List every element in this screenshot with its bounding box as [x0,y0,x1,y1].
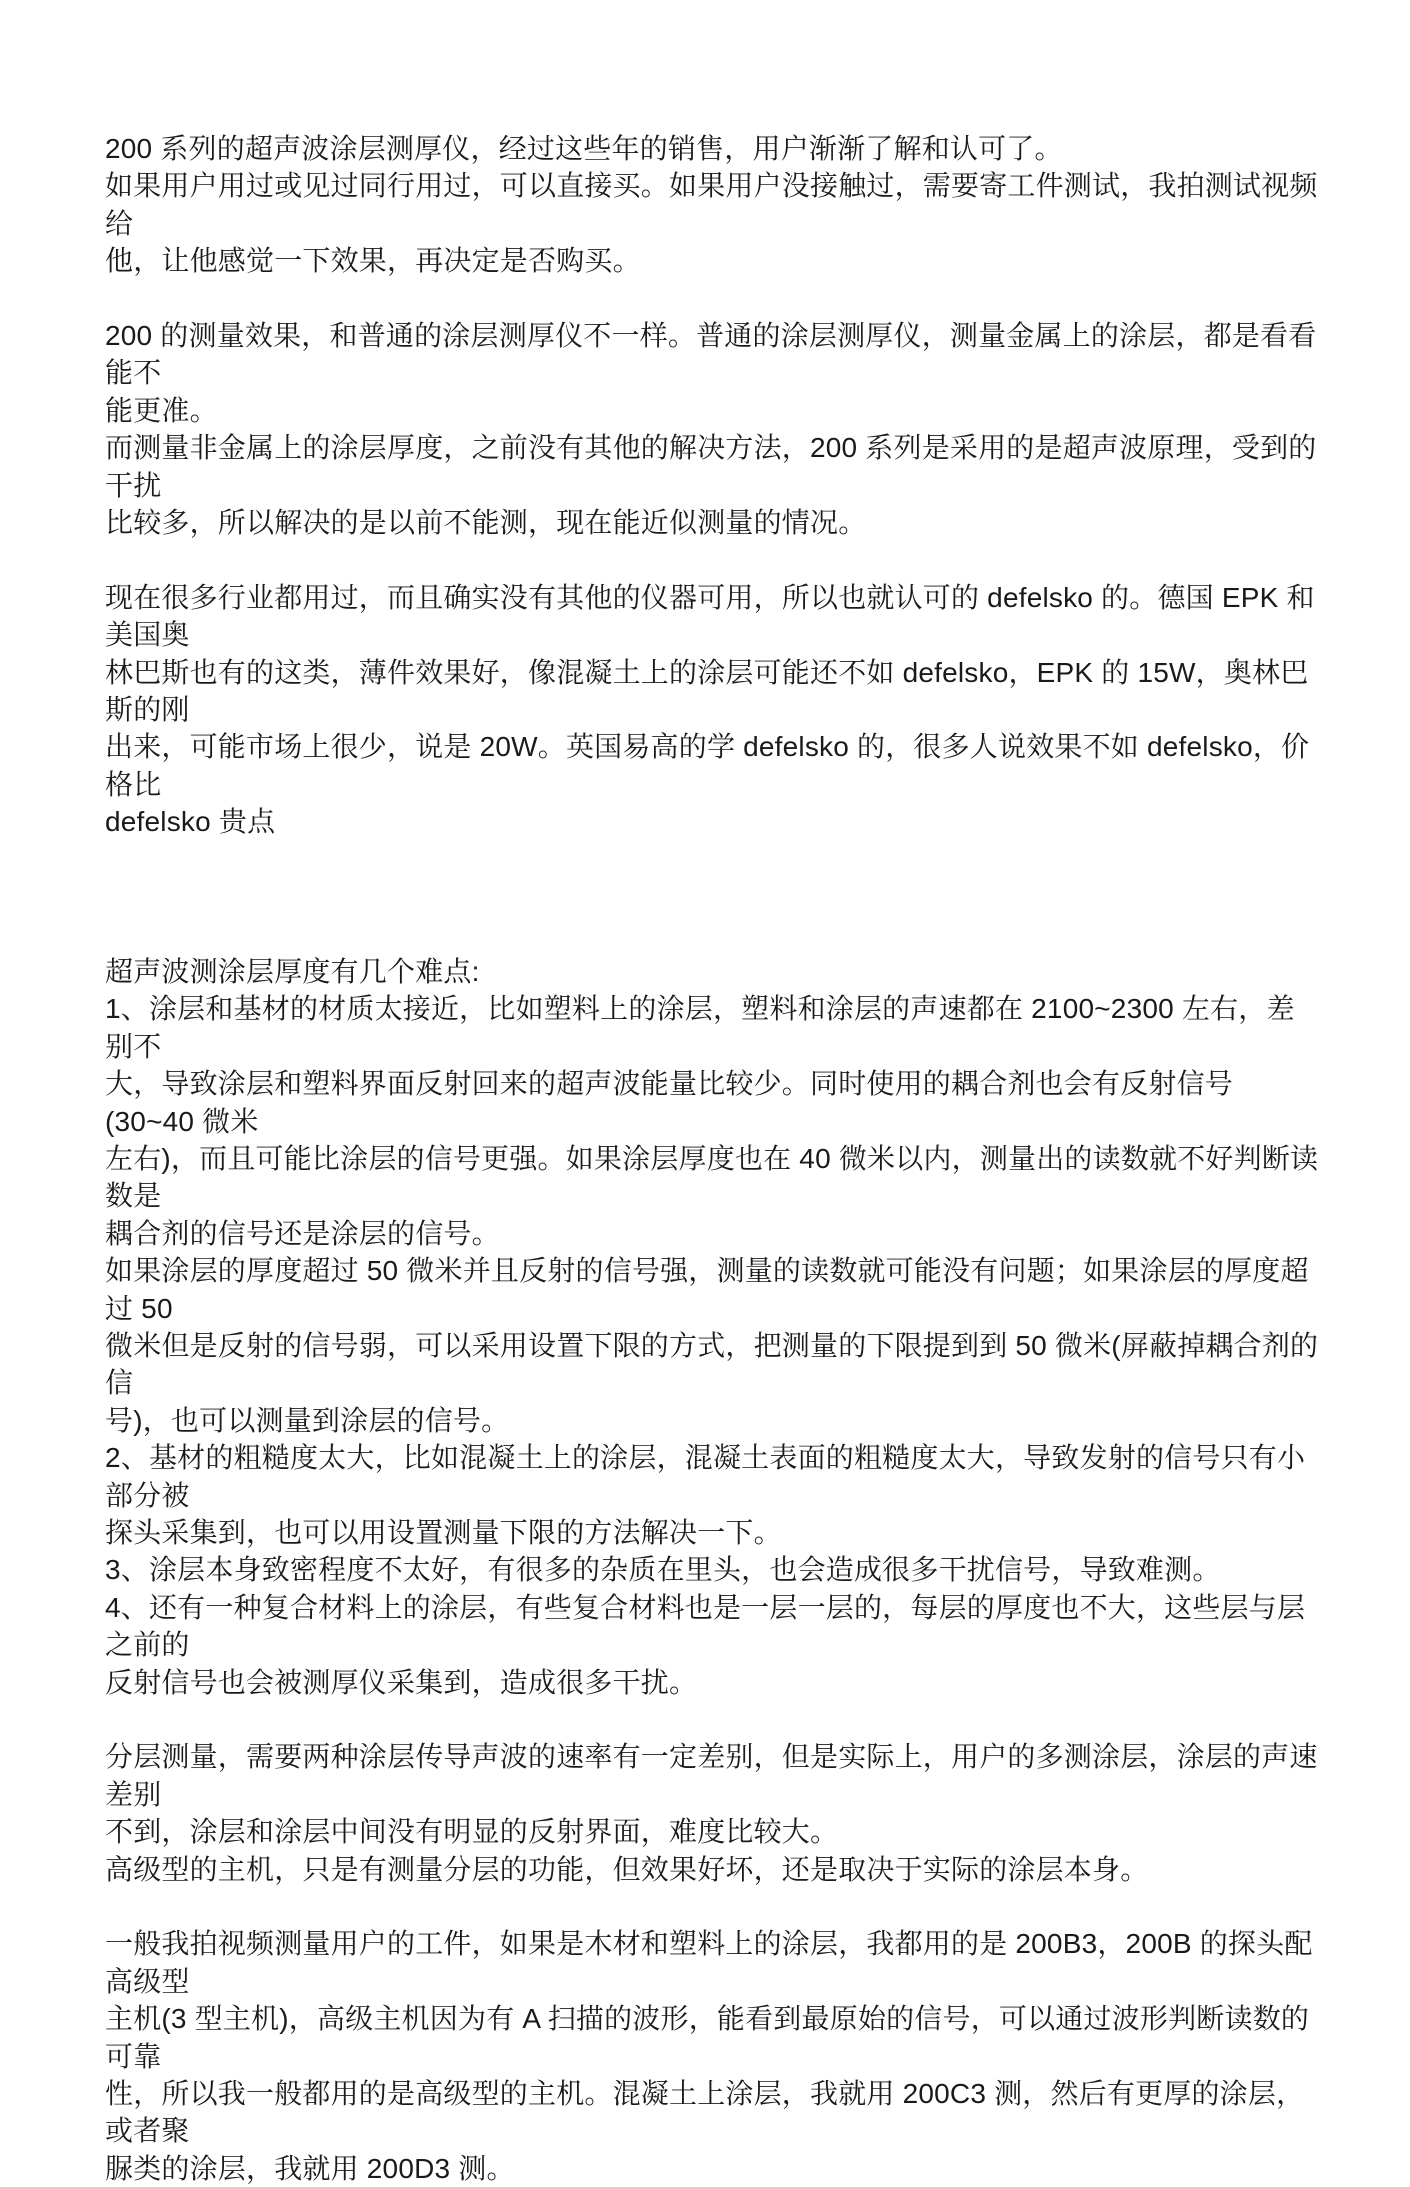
text-line: 1、涂层和基材的材质太接近，比如塑料上的涂层，塑料和涂层的声速都在 2100~2300 左右，差别不 [105,993,1295,1062]
text-line: 比较多，所以解决的是以前不能测，现在能近似测量的情况。 [105,507,867,539]
text-line: 微米但是反射的信号弱，可以采用设置下限的方式，把测量的下限提到到 50 微米(屏蔽掉耦合剂的信 [105,1329,1319,1399]
text-line: 他，让他感觉一下效果，再决定是否购买。 [105,245,641,277]
text-line: 4、还有一种复合材料上的涂层，有些复合材料也是一层一层的，每层的厚度也不大，这些层与层之前的 [105,1591,1306,1661]
text-line: 200 系列的超声波涂层测厚仪，经过这些年的销售，用户渐渐了解和认可了。 [105,133,1063,164]
text-line: 脲类的涂层，我就用 200D3 测。 [105,2152,515,2184]
text-line: 现在很多行业都用过，而且确实没有其他的仪器可用，所以也就认可的 defelsko 的。德国 EPK 和美国奥 [105,581,1315,651]
text-line: 性，所以我一般都用的是高级型的主机。混凝土上涂层，我就用 200C3 测，然后有更厚的涂层，或者聚 [105,2078,1305,2147]
text-line: 左右)，而且可能比涂层的信号更强。如果涂层厚度也在 40 微米以内，测量出的读数就不好判断读数是 [105,1142,1319,1212]
text-line: 高级型的主机，只是有测量分层的功能，但效果好坏，还是取决于实际的涂层本身。 [105,1853,1149,1885]
paragraph-gap [105,541,1320,578]
paragraph-gap [105,1701,1320,1738]
paragraph [105,317,1320,541]
text-line: 林巴斯也有的这类，薄件效果好，像混凝土上的涂层可能还不如 defelsko，EPK 的 15W，奥林巴斯的刚 [105,656,1309,726]
text-line: 200 的测量效果，和普通的涂层测厚仪不一样。普通的涂层测厚仪，测量金属上的涂层，都是看看能不 [105,320,1317,389]
text-line: 号)，也可以测量到涂层的信号。 [105,1404,510,1436]
text-line: 主机(3 型主机)，高级主机因为有 A 扫描的波形，能看到最原始的信号，可以通过波形判断读数的可靠 [105,2003,1310,2072]
text-line: 不到，涂层和涂层中间没有明显的反射界面，难度比较大。 [105,1816,839,1848]
paragraph [105,579,1320,841]
paragraph-gap [105,1888,1320,1925]
paragraph-gap [105,841,1320,953]
paragraph-gap [105,280,1320,317]
text-line: 而测量非金属上的涂层厚度，之前没有其他的解决方法，200 系列是采用的是超声波原理，受到的干扰 [105,432,1317,501]
text-line: 大，导致涂层和塑料界面反射回来的超声波能量比较少。同时使用的耦合剂也会有反射信号(30~40 微米 [105,1068,1234,1137]
text-line: 反射信号也会被测厚仪采集到，造成很多干扰。 [105,1666,698,1698]
text-line: 如果涂层的厚度超过 50 微米并且反射的信号强，测量的读数就可能没有问题；如果涂层的厚度超过 50 [105,1255,1309,1324]
document-body [105,130,1320,2187]
text-line: 能更准。 [105,394,218,426]
text-line: defelsko 贵点 [105,806,276,838]
text-line: 探头采集到，也可以用设置测量下限的方法解决一下。 [105,1516,782,1548]
text-line: 分层测量，需要两种涂层传导声波的速率有一定差别，但是实际上，用户的多测涂层，涂层的声速差别 [105,1741,1318,1810]
paragraph [105,1925,1320,2187]
text-line: 如果用户用过或见过同行用过，可以直接买。如果用户没接触过，需要寄工件测试，我拍测试视频给 [105,170,1318,239]
text-line: 超声波测涂层厚度有几个难点: [105,955,480,987]
paragraph [105,953,1320,1701]
text-line: 2、基材的粗糙度太大，比如混凝土上的涂层，混凝土表面的粗糙度太大，导致发射的信号只有小部分被 [105,1442,1306,1511]
paragraph [105,130,1320,280]
text-line: 一般我拍视频测量用户的工件，如果是木材和塑料上的涂层，我都用的是 200B3，200B 的探头配高级型 [105,1928,1313,1997]
text-line: 3、涂层本身致密程度不太好，有很多的杂质在里头，也会造成很多干扰信号，导致难测。 [105,1554,1221,1586]
paragraph [105,1738,1320,1888]
text-line: 出来，可能市场上很少，说是 20W。英国易高的学 defelsko 的，很多人说效果不如 defelsko，价格比 [105,731,1310,800]
text-line: 耦合剂的信号还是涂层的信号。 [105,1217,500,1249]
